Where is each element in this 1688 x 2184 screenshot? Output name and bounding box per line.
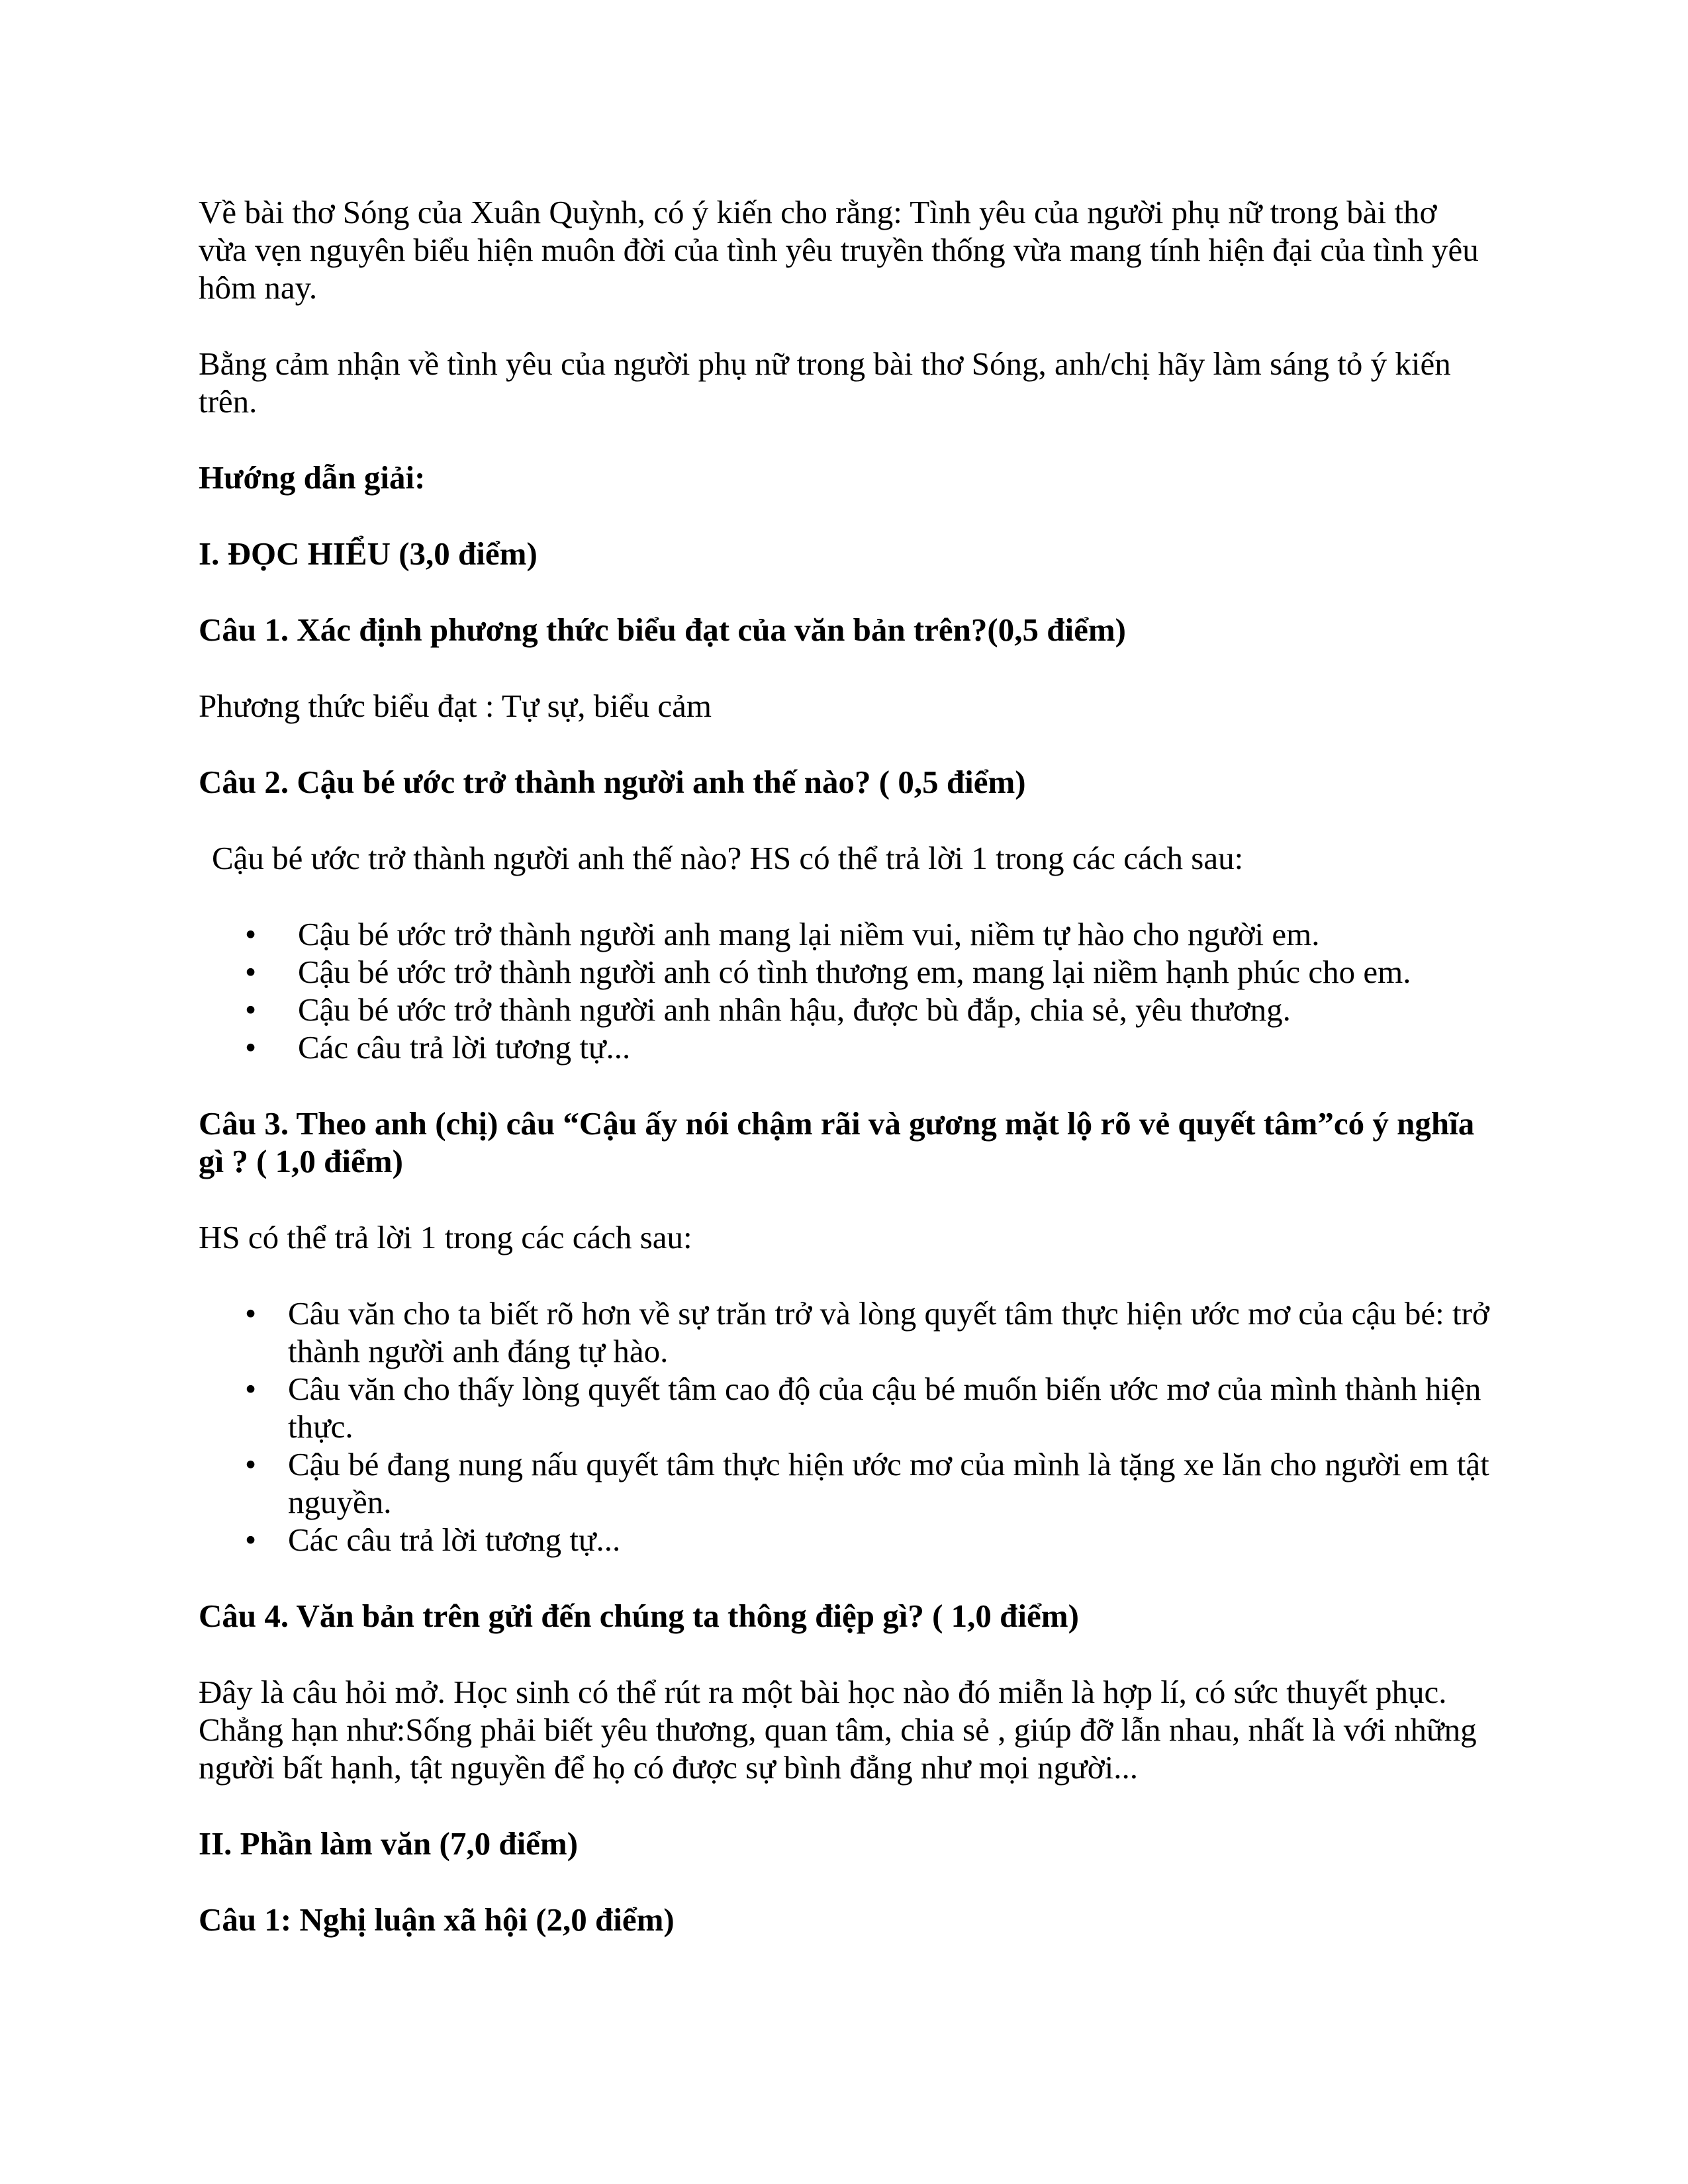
- question-2-answer-list: [199, 915, 1489, 1066]
- list-item: • Câu văn cho thấy lòng quyết tâm cao độ của cậu bé muốn biến ước mơ của mình thành hiện thực.: [199, 1370, 1489, 1445]
- question-1-answer: Phương thức biểu đạt : Tự sự, biểu cảm: [199, 688, 712, 724]
- question-2-heading: Câu 2. Cậu bé ước trở thành người anh thế nào? ( 0,5 điểm): [199, 764, 1026, 800]
- list-item: • Cậu bé ước trở thành người anh mang lại niềm vui, niềm tự hào cho người em.: [199, 915, 1489, 953]
- list-item: • Các câu trả lời tương tự...: [199, 1028, 1489, 1066]
- question-2-intro: Cậu bé ước trở thành người anh thế nào? HS có thể trả lời 1 trong các cách sau:: [212, 840, 1244, 876]
- essay-task: Bằng cảm nhận về tình yêu của người phụ nữ trong bài thơ Sóng, anh/chị hãy làm sáng tỏ ý kiến trên.: [199, 345, 1451, 420]
- list-item: • Các câu trả lời tương tự...: [199, 1521, 1489, 1559]
- section-2-question-1-heading: Câu 1: Nghị luận xã hội (2,0 điểm): [199, 1901, 675, 1938]
- question-4-heading: Câu 4. Văn bản trên gửi đến chúng ta thông điệp gì? ( 1,0 điểm): [199, 1598, 1079, 1634]
- document-body: [199, 193, 1489, 1977]
- list-item: • Cậu bé ước trở thành người anh có tình thương em, mang lại niềm hạnh phúc cho em.: [199, 953, 1489, 991]
- question-4-answer: Đây là câu hỏi mở. Học sinh có thể rút ra một bài học nào đó miễn là hợp lí, có sức thuyết phục. Chẳng hạn như:Sống phải biết yêu thương, quan tâm, chia sẻ , giúp đỡ lẫn nhau, nhất là với những người bất hạnh, tật nguyền để họ có được sự bình đẳng như mọi người...: [199, 1674, 1477, 1786]
- essay-prompt: Về bài thơ Sóng của Xuân Quỳnh, có ý kiến cho rằng: Tình yêu của người phụ nữ trong bài thơ vừa vẹn nguyên biểu hiện muôn đời của tình yêu truyền thống vừa mang tính hiện đại của tình yêu hôm nay.: [199, 194, 1479, 306]
- list-item: • Cậu bé ước trở thành người anh nhân hậu, được bù đắp, chia sẻ, yêu thương.: [199, 991, 1489, 1028]
- question-3-intro: HS có thể trả lời 1 trong các cách sau:: [199, 1219, 692, 1255]
- question-3-answer-list: [199, 1295, 1489, 1559]
- guide-heading: Hướng dẫn giải:: [199, 459, 426, 496]
- section-2-heading: II. Phần làm văn (7,0 điểm): [199, 1825, 579, 1862]
- question-3-heading: Câu 3. Theo anh (chị) câu “Cậu ấy nói chậm rãi và gương mặt lộ rõ vẻ quyết tâm”có ý nghĩa gì ? ( 1,0 điểm): [199, 1105, 1475, 1179]
- question-1-heading: Câu 1. Xác định phương thức biểu đạt của văn bản trên?(0,5 điểm): [199, 612, 1126, 648]
- list-item: • Câu văn cho ta biết rõ hơn về sự trăn trở và lòng quyết tâm thực hiện ước mơ của cậu bé: trở thành người anh đáng tự hào.: [199, 1295, 1489, 1370]
- list-item: • Cậu bé đang nung nấu quyết tâm thực hiện ước mơ của mình là tặng xe lăn cho người em tật nguyền.: [199, 1445, 1489, 1521]
- section-1-heading: I. ĐỌC HIỂU (3,0 điểm): [199, 535, 538, 572]
